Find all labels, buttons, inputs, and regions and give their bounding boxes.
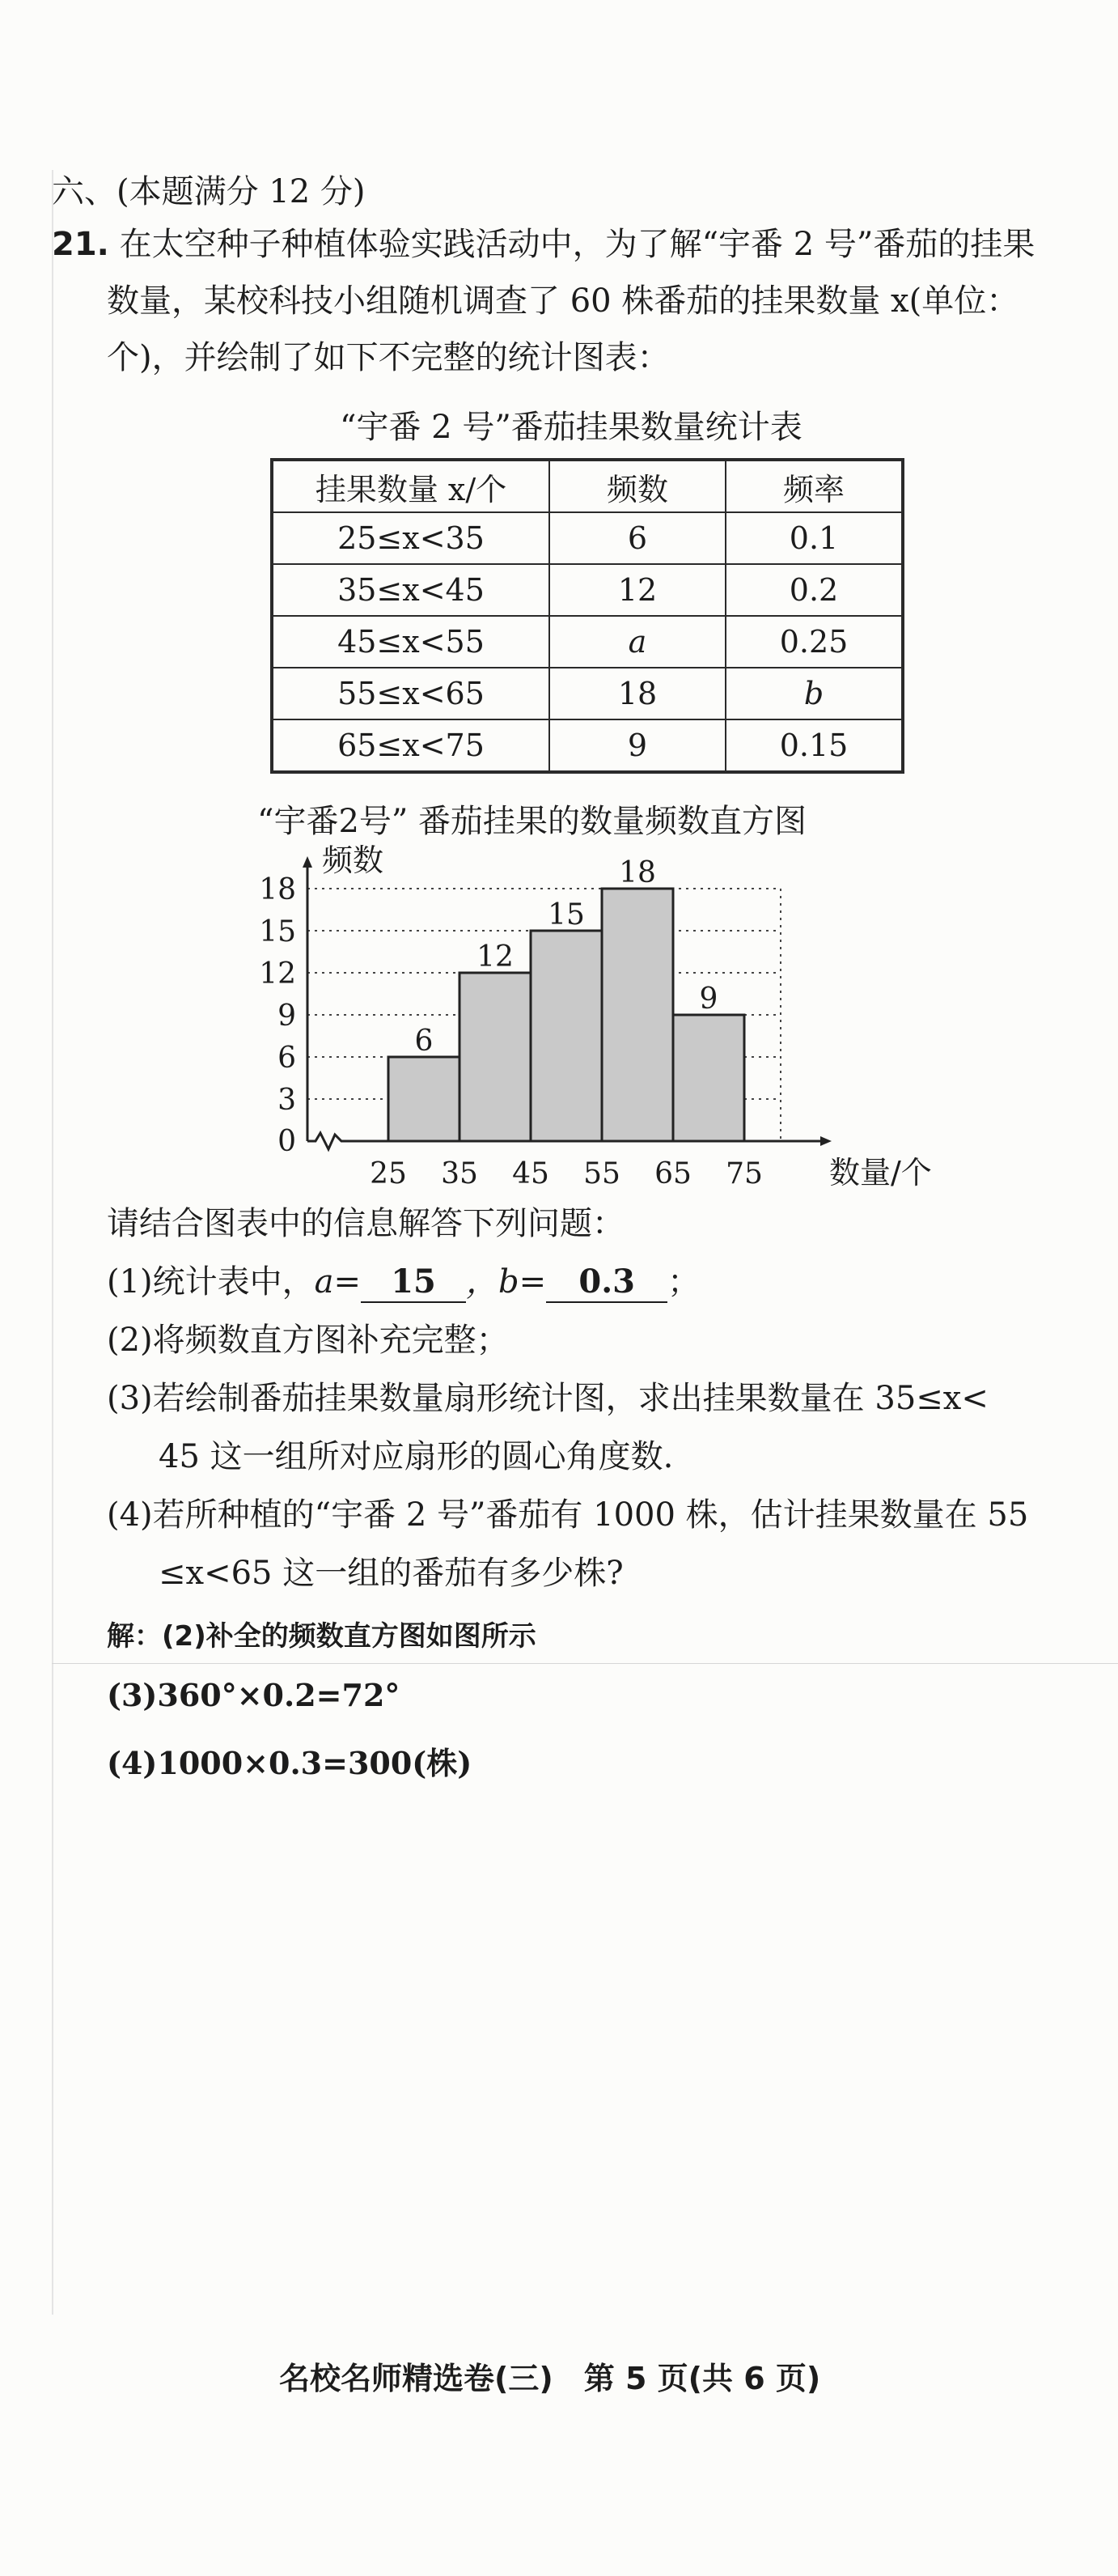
histogram-bar [673,1015,744,1141]
table-cell: 65≤x<75 [272,719,549,772]
question-line-1 [52,225,1035,264]
y-tick-label: 6 [277,1042,296,1075]
y-axis-arrow-icon [303,856,312,868]
histogram-bar [602,889,673,1141]
y-tick-label: 3 [277,1084,296,1117]
y-tick-label: 15 [259,915,296,948]
table-row [272,564,903,616]
table-cell: 18 [549,668,726,719]
solution-line-3: (4)1000×0.3=300(株) [107,1745,472,1781]
x-axis-label: 数量/个 [829,1155,932,1190]
table-row [272,719,903,772]
bar-label: 18 [619,856,656,889]
prompt-text: 请结合图表中的信息解答下列问题： [107,1205,625,1242]
table-header-cell: 频数 [549,460,726,512]
question-text-1: 在太空种子种植体验实践活动中，为了解“宇番 2 号”番茄的挂果 [119,226,1035,263]
part-1-suffix: ； [667,1263,701,1301]
part-3-line-2: 45 这一组所对应扇形的圆心角度数. [159,1438,674,1475]
histogram-title: “宇番2号” 番茄挂果的数量频数直方图 [257,803,807,840]
table-cell: 0.25 [726,616,903,668]
table-cell: b [726,668,903,719]
table-header-cell: 频率 [726,460,903,512]
table-cell: 35≤x<45 [272,564,549,616]
y-tick-label: 9 [277,999,296,1033]
y-tick-label: 12 [259,957,296,991]
section-header: 六、(本题满分 12 分) [52,173,366,210]
table-cell: 0.1 [726,512,903,564]
table-cell: 55≤x<65 [272,668,549,719]
answer-b: 0.3 [546,1263,667,1303]
frequency-histogram [243,842,971,1222]
table-cell: 45≤x<55 [272,616,549,668]
divider [52,1663,1118,1664]
table-cell: 0.15 [726,719,903,772]
table-cell: a [549,616,726,668]
table-cell: 25≤x<35 [272,512,549,564]
page-footer: 名校名师精选卷(三) 第 5 页(共 6 页) [279,2361,821,2396]
part-2: (2)将频数直方图补充完整； [107,1322,509,1359]
table-header-cell: 挂果数量 x/个 [272,460,549,512]
part-1-b-label: ，b= [466,1263,547,1301]
y-tick-label: 18 [259,873,296,906]
x-tick-label: 65 [654,1157,692,1190]
question-number: 21. [52,226,109,263]
table-cell: 9 [549,719,726,772]
table-cell: 12 [549,564,726,616]
answer-a: 15 [361,1263,466,1303]
part-3-line-1: (3)若绘制番茄挂果数量扇形统计图，求出挂果数量在 35≤x< [107,1380,989,1417]
histogram-bar [531,931,602,1141]
table-header-row [272,460,903,512]
table-row [272,512,903,564]
question-line-2: 数量，某校科技小组随机调查了 60 株番茄的挂果数量 x(单位： [107,282,1019,320]
histogram-bar [388,1057,459,1141]
question-line-3: 个)，并绘制了如下不完整的统计图表： [107,339,670,376]
x-tick-label: 75 [726,1157,763,1190]
bar-label: 9 [699,982,718,1016]
x-tick-label: 55 [583,1157,620,1190]
x-tick-label: 35 [441,1157,478,1190]
part-4-line-1: (4)若所种植的“宇番 2 号”番茄有 1000 株，估计挂果数量在 55 [107,1496,1029,1534]
table-row [272,616,903,668]
y-axis-label: 频数 [322,842,384,878]
x-tick-label: 45 [512,1157,549,1190]
bar-label: 6 [414,1025,434,1058]
table-cell: 0.2 [726,564,903,616]
solution-line-1: 解：(2)补全的频数直方图如图所示 [107,1620,536,1653]
histogram-bar [459,973,531,1141]
y-tick-label: 0 [277,1125,296,1158]
x-tick-label: 25 [370,1157,407,1190]
solution-line-2: (3)360°×0.2=72° [107,1677,400,1713]
frequency-table [270,458,904,774]
page-margin-line [52,170,53,2315]
table-row [272,668,903,719]
part-4-line-2: ≤x<65 这一组的番茄有多少株? [159,1555,624,1592]
table-cell: 6 [549,512,726,564]
part-1-prefix: (1)统计表中， [107,1263,315,1301]
x-axis-arrow-icon [820,1136,832,1146]
part-1 [107,1263,700,1303]
bar-label: 12 [476,940,514,974]
bar-label: 15 [548,898,585,932]
table-title: “宇番 2 号”番茄挂果数量统计表 [340,409,803,446]
part-1-a-label: a= [314,1263,362,1301]
